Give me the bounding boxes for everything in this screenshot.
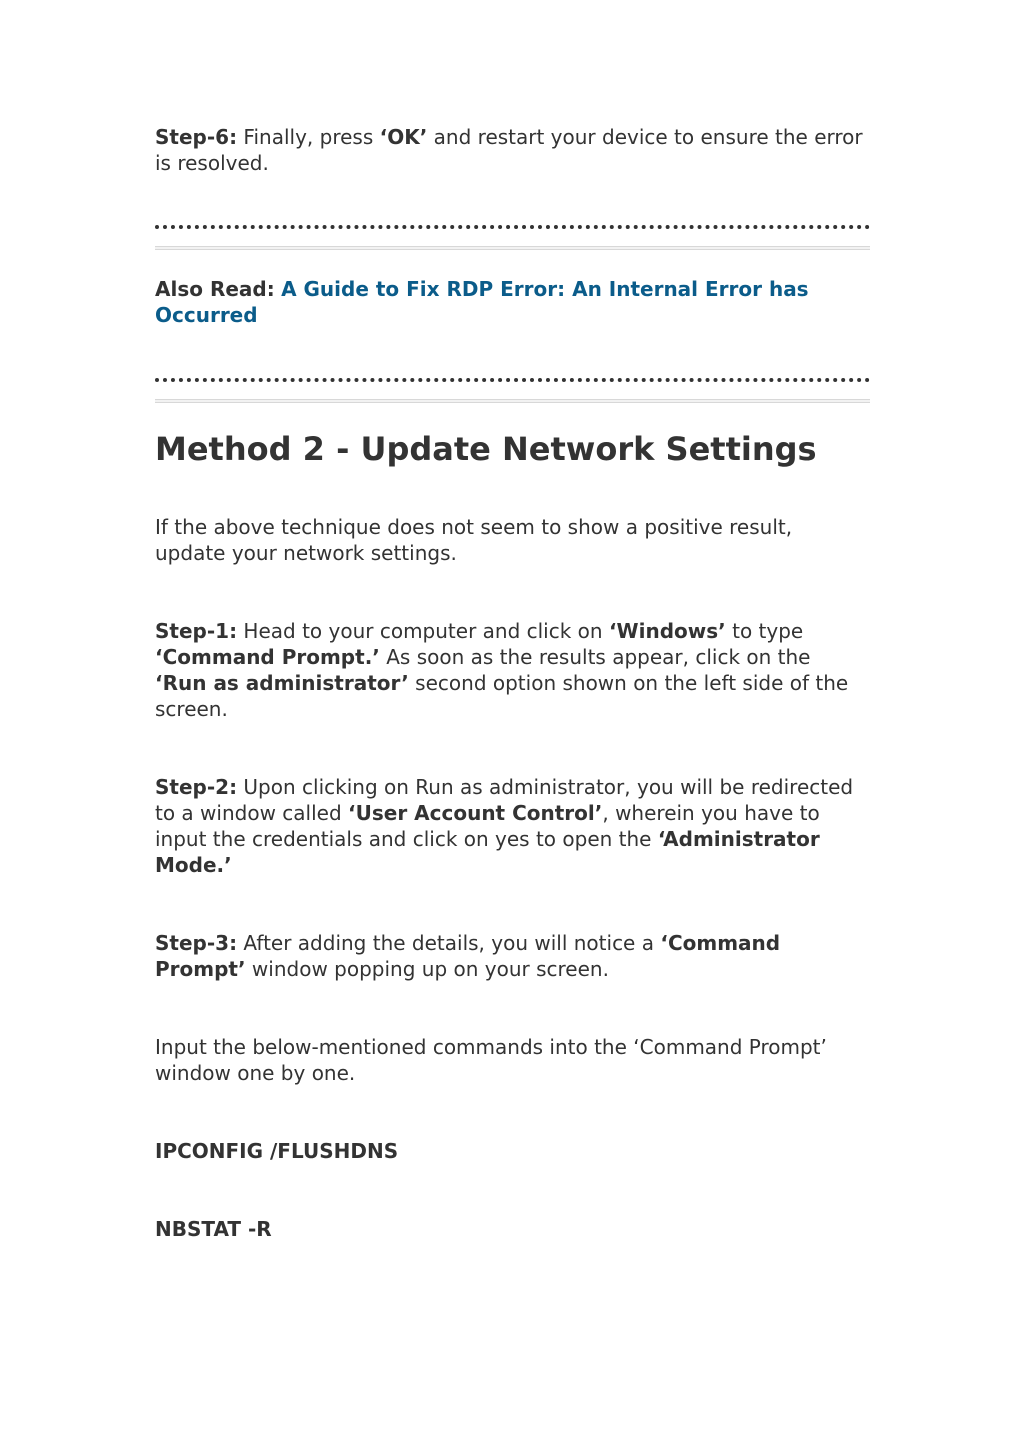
- step-2-text-a: Upon clicking on Run as administrator, you will be redirected to a window called: [155, 775, 854, 825]
- step-1-paragraph: [155, 618, 860, 722]
- step-2-uac: ‘User Account Control’: [348, 801, 603, 825]
- command-flushdns: IPCONFIG /FLUSHDNS: [155, 1139, 399, 1163]
- step-6-text-a: Finally, press: [237, 125, 380, 149]
- step-6-text-b: and restart your device to ensure the error is resolved.: [155, 125, 863, 175]
- article-content: [155, 124, 870, 1242]
- step-2-text-b: , wherein you have to input the credentials and click on yes to open the: [155, 801, 820, 851]
- method-2-heading: Method 2 - Update Network Settings: [155, 430, 817, 468]
- step-3-text-b: window popping up on your screen.: [245, 957, 609, 981]
- also-read-link[interactable]: A Guide to Fix RDP Error: An Internal Error has Occurred: [155, 277, 809, 327]
- also-read-label: Also Read:: [155, 277, 275, 301]
- also-read-paragraph: [155, 276, 870, 328]
- step-6-label: Step-6:: [155, 125, 238, 149]
- step-1-text-c: As soon as the results appear, click on the: [379, 645, 811, 669]
- step-3-paragraph: [155, 930, 855, 982]
- step-1-text-d: second option shown on the left side of the screen.: [155, 671, 849, 721]
- step-6-ok: ‘OK’: [379, 125, 428, 149]
- step-6-paragraph: [155, 124, 870, 176]
- step-3-label: Step-3:: [155, 931, 238, 955]
- step-1-command-prompt: ‘Command Prompt.’: [155, 645, 380, 669]
- step-1-label: Step-1:: [155, 619, 238, 643]
- step-1-text-a: Head to your computer and click on: [237, 619, 609, 643]
- intro-paragraph: If the above technique does not seem to show a positive result, update your network settings.: [155, 515, 793, 565]
- input-note-paragraph: Input the below-mentioned commands into the ‘Command Prompt’ window one by one.: [155, 1035, 827, 1085]
- step-1-run-as-admin: ‘Run as administrator’: [155, 671, 409, 695]
- step-2-admin-mode: ‘Administrator Mode.’: [155, 827, 820, 877]
- divider-solid-1: [155, 246, 870, 250]
- command-nbstat: NBSTAT -R: [155, 1217, 272, 1241]
- step-1-text-b: to type: [725, 619, 804, 643]
- step-3-text-a: After adding the details, you will notice a: [237, 931, 661, 955]
- divider-solid-2: [155, 399, 870, 403]
- divider-dotted-2: [155, 378, 870, 382]
- step-2-label: Step-2:: [155, 775, 238, 799]
- step-2-paragraph: [155, 774, 855, 878]
- step-1-windows: ‘Windows’: [608, 619, 726, 643]
- step-3-command-prompt: ‘Command Prompt’: [155, 931, 781, 981]
- divider-dotted-1: [155, 225, 870, 229]
